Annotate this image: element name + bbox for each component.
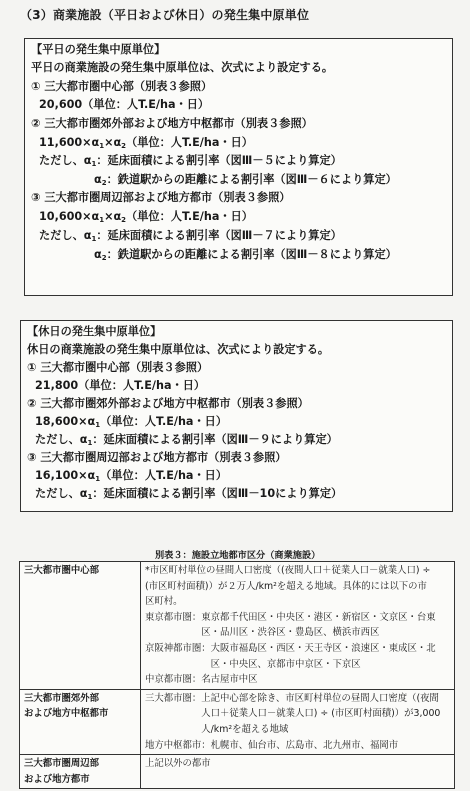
- holiday-s2-formula: $18,600\times\alpha_1$（単位：人T.E/ha・日）: [35, 415, 228, 429]
- holiday-s2-alpha1: ただし、$\alpha_1$：延床面積による割引率（図Ⅲ－９により算定）: [35, 433, 338, 447]
- table3-caption: 別表３：施設立地都市区分（商業施設）: [155, 550, 321, 561]
- row-name-cell: 三大都市圏周辺部 および地方都市: [20, 755, 141, 789]
- weekday-intro: 平日の商業施設の発生集中原単位は、次式により設定する。: [31, 61, 334, 74]
- holiday-s3-heading: ③ 三大都市圏周辺部および地方都市（別表３参照）: [27, 451, 287, 464]
- weekday-header: 【平日の発生集中原単位】: [31, 43, 166, 56]
- holiday-s3-formula: $16,100\times\alpha_1$（単位：人T.E/ha・日）: [35, 469, 228, 483]
- weekday-s2-alpha2: $\alpha_2$：鉄道駅からの距離による割引率（図Ⅲ－６により算定）: [94, 173, 397, 187]
- row-name-cell: 三大都市圏中心部: [20, 562, 141, 690]
- holiday-s2-heading: ② 三大都市圏郊外部および地方中枢都市（別表３参照）: [27, 397, 309, 410]
- weekday-s2-heading: ② 三大都市圏郊外部および地方中枢都市（別表３参照）: [31, 117, 313, 130]
- holiday-s1-formula: 21,800（単位：人T.E/ha・日）: [35, 379, 206, 392]
- weekday-s3-heading: ③ 三大都市圏周辺部および地方都市（別表３参照）: [31, 191, 291, 204]
- city-classification-table: [19, 561, 455, 789]
- weekday-s2-formula: $11,600\times\alpha_1\times\alpha_2$（単位：人T.E/ha・日）: [39, 136, 253, 150]
- weekday-s1-formula: 20,600（単位：人T.E/ha・日）: [39, 98, 210, 111]
- weekday-s3-alpha2: $\alpha_2$：鉄道駅からの距離による割引率（図Ⅲ－８により算定）: [94, 248, 397, 262]
- holiday-intro: 休日の商業施設の発生集中原単位は、次式により設定する。: [27, 343, 330, 356]
- table-row: [20, 755, 455, 789]
- table-row: [20, 562, 455, 690]
- row-desc-cell: *市区町村単位の昼間人口密度（(夜間人口＋従業人口－就業人口) ÷ (市区町村面積)）が２万人/km²を超える地域。具体的には以下の市 区町村。 東京都市圏：東京都千代田区・中央区・港区・新宿区・文京区・台東 区・品川区・渋谷区・豊島区、横浜市西区 京阪神都市圏：大阪市福島区・西区・天王寺区・浪速区・東成区・北 区・中央区、京都市中京区・下京区 中京都市圏：名古屋市中区: [141, 562, 455, 690]
- holiday-header: 【休日の発生集中原単位】: [27, 325, 162, 338]
- row-name-cell: 三大都市圏郊外部 および地方中枢都市: [20, 689, 141, 754]
- weekday-unit-box: [24, 38, 453, 296]
- section-title: （3）商業施設（平日および休日）の発生集中原単位: [20, 8, 310, 22]
- table-row: [20, 689, 455, 754]
- row-desc-cell: 三大都市圏：上記中心部を除き、市区町村単位の昼間人口密度（(夜間 人口＋従業人口－就業人口) ÷ (市区町村面積)）が3,000 人/km²を超える地域 地方中枢都市：札幌市、仙台市、広島市、北九州市、福岡市: [141, 689, 455, 754]
- holiday-s1-heading: ① 三大都市圏中心部（別表３参照）: [27, 361, 209, 374]
- weekday-s1-heading: ① 三大都市圏中心部（別表３参照）: [31, 80, 213, 93]
- weekday-s3-formula: $10,600\times\alpha_1\times\alpha_2$（単位：人T.E/ha・日）: [39, 210, 253, 224]
- holiday-s3-alpha1: ただし、$\alpha_1$：延床面積による割引率（図Ⅲ－10により算定）: [35, 487, 343, 501]
- weekday-s3-alpha1: ただし、$\alpha_1$：延床面積による割引率（図Ⅲ－７により算定）: [39, 229, 342, 243]
- holiday-unit-box: [20, 320, 453, 512]
- weekday-s2-alpha1: ただし、$\alpha_1$：延床面積による割引率（図Ⅲ－５により算定）: [39, 154, 342, 168]
- row-desc-cell: 上記以外の都市: [141, 755, 455, 789]
